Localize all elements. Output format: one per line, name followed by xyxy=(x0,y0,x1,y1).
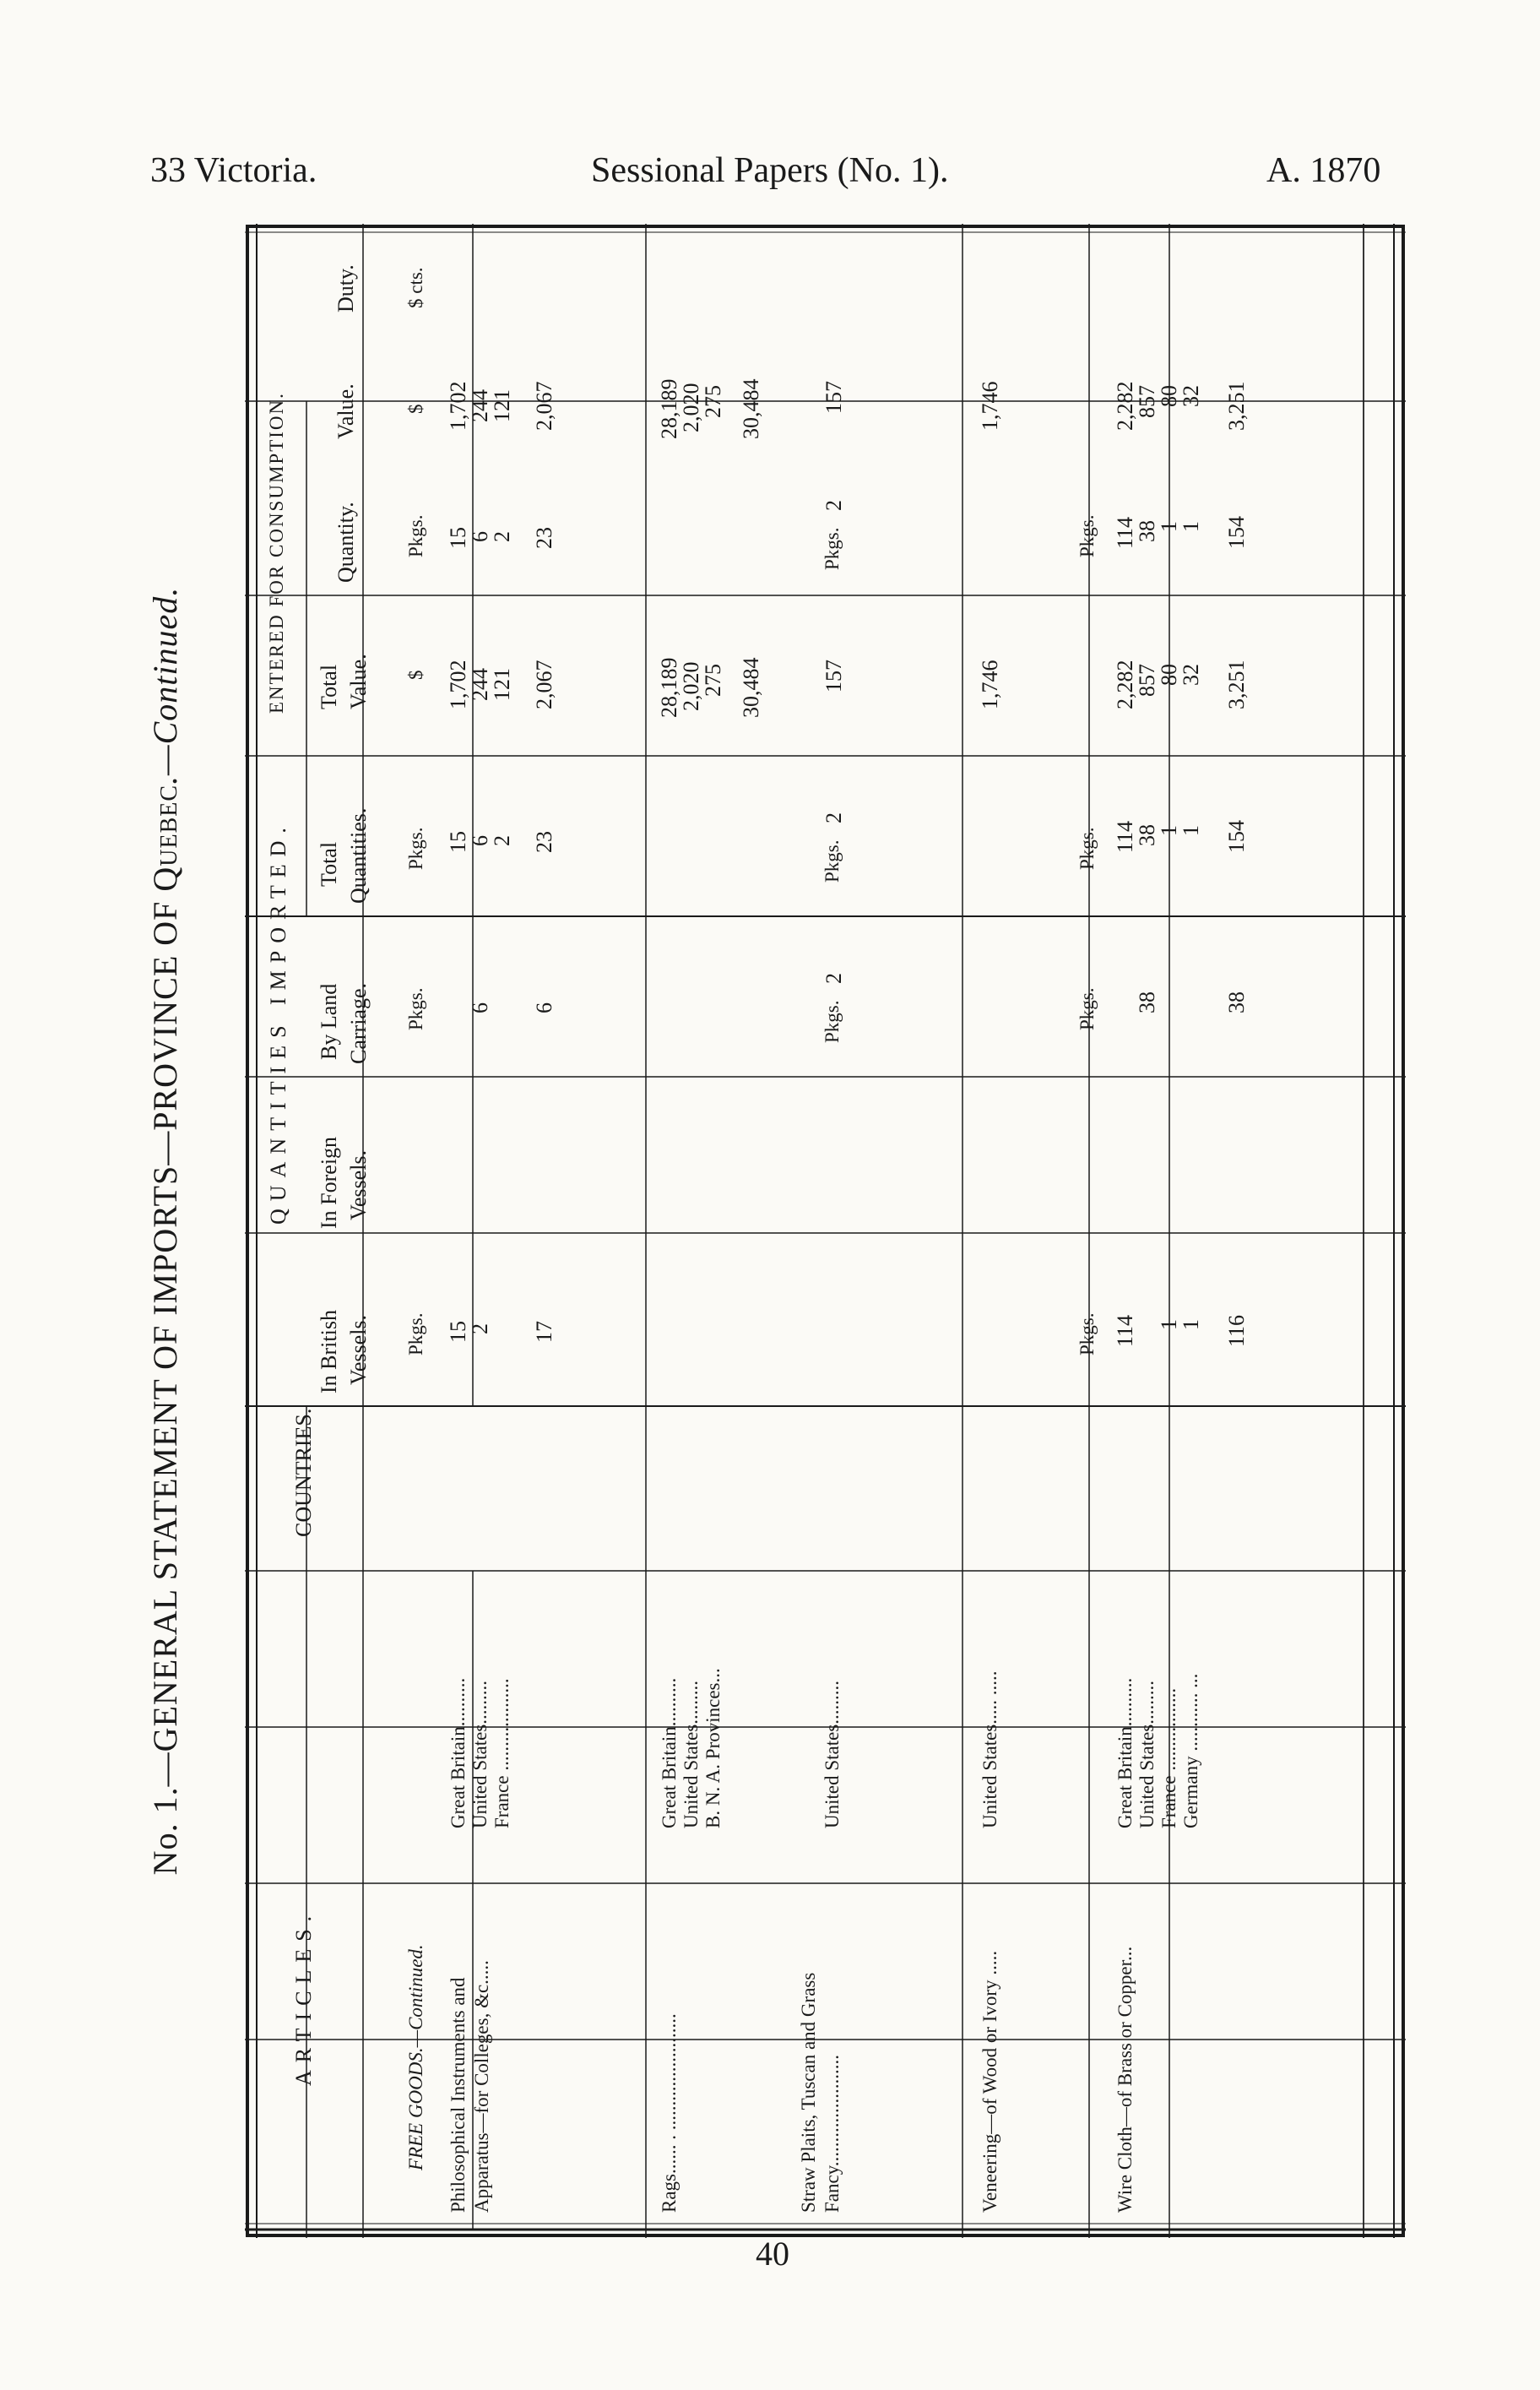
entered-value: 275 xyxy=(701,385,725,418)
subtotal-total-qty: 154 xyxy=(1224,820,1249,853)
table-title: No. 1.—GENERAL STATEMENT OF IMPORTS—PROVINCE OF Quebec.—Continued. xyxy=(146,586,184,1876)
total-qty: 6 xyxy=(468,835,492,846)
subtotal-land: 38 xyxy=(1224,991,1249,1013)
header-total-value: Total xyxy=(317,664,341,709)
total-value: 1,702 xyxy=(446,660,470,709)
article-name-line: Philosophical Instruments and xyxy=(447,1977,469,2213)
article-name-line: Fancy....................... xyxy=(822,2055,843,2213)
total-qty: 2 xyxy=(822,812,846,823)
subtotal-entered-value: 2,067 xyxy=(532,381,556,431)
subtotal-british: 116 xyxy=(1224,1314,1249,1347)
total-qty: 15 xyxy=(446,831,470,853)
unit-pkgs: Pkgs. xyxy=(1076,514,1098,557)
header-british: In British xyxy=(317,1310,341,1393)
total-value: 857 xyxy=(1135,664,1159,697)
country: United States..... ..... xyxy=(979,1670,1000,1828)
unit-pkgs: Pkgs. xyxy=(822,1000,843,1043)
land-qty: 2 xyxy=(822,973,846,984)
running-head-center: Sessional Papers (No. 1). xyxy=(591,151,949,190)
country: Great Britain.......... xyxy=(1114,1677,1136,1828)
entered-qty: 2 xyxy=(822,500,846,511)
total-value: 80 xyxy=(1157,664,1181,686)
unit-pkgs: Pkgs. xyxy=(822,527,843,570)
header-entered-for-consumption: ENTERED FOR CONSUMPTION. xyxy=(266,392,287,714)
unit-pkgs: Pkgs. xyxy=(822,839,843,883)
subtotal-total-qty: 23 xyxy=(532,831,556,853)
header-articles: ARTICLES. xyxy=(291,1908,316,2086)
british-qty: 114 xyxy=(1113,1314,1137,1347)
header-land: By Land xyxy=(317,983,341,1060)
entered-value: 1,746 xyxy=(978,381,1002,431)
section-title: FREE GOODS.—Continued. xyxy=(405,1944,426,2170)
header-total-qty-2: Quantities. xyxy=(346,807,371,904)
running-head-left: 33 Victoria. xyxy=(150,151,317,190)
unit-pkgs-entered: Pkgs. xyxy=(405,514,426,557)
total-qty: 114 xyxy=(1113,820,1137,853)
country: United States......... xyxy=(681,1680,702,1828)
country: France ................. xyxy=(1158,1687,1179,1828)
header-duty: Duty. xyxy=(333,264,358,312)
header-total-qty: Total xyxy=(317,841,341,887)
header-british-2: Vessels. xyxy=(346,1314,371,1385)
page-number: 40 xyxy=(756,2235,789,2273)
imports-table xyxy=(146,224,1406,2238)
entered-qty: 2 xyxy=(490,531,514,542)
header-total-value-2: Value. xyxy=(346,654,371,709)
total-value: 32 xyxy=(1179,664,1203,686)
entered-value: 121 xyxy=(490,389,514,422)
entered-value: 157 xyxy=(822,381,846,414)
subtotal-entered-qty: 23 xyxy=(532,527,556,549)
subtotal-total-value: 2,067 xyxy=(532,660,556,709)
british-qty: 15 xyxy=(446,1321,470,1343)
total-value: 275 xyxy=(701,664,725,697)
entered-value: 1,702 xyxy=(446,381,470,431)
unit-dollar-total: $ xyxy=(405,670,426,680)
country: Germany ............ ... xyxy=(1180,1673,1201,1828)
entered-qty: 15 xyxy=(446,527,470,549)
article-name-line: Apparatus—for Colleges, &c..... xyxy=(471,1960,492,2213)
entered-value: 2,282 xyxy=(1113,381,1137,431)
unit-dollar-cts: $ cts. xyxy=(405,267,426,308)
unit-pkgs-land: Pkgs. xyxy=(405,987,426,1030)
total-value: 2,020 xyxy=(679,661,703,711)
entered-value: 32 xyxy=(1179,385,1203,407)
header-foreign: In Foreign xyxy=(317,1136,341,1229)
british-qty: 1 xyxy=(1157,1319,1181,1330)
unit-dollar-entered: $ xyxy=(405,404,426,414)
unit-pkgs: Pkgs. xyxy=(1076,987,1098,1030)
country: Great Britain.......... xyxy=(447,1677,469,1828)
unit-pkgs: Pkgs. xyxy=(1076,1312,1098,1355)
rotated-table-body xyxy=(146,224,1406,2238)
entered-value: 28,189 xyxy=(657,378,681,439)
country: B. N. A. Provinces... xyxy=(702,1668,724,1828)
entered-qty: 114 xyxy=(1113,516,1137,549)
subtotal-british: 17 xyxy=(532,1321,556,1343)
article-name-line: Wire Cloth—of Brass or Copper... xyxy=(1114,1946,1136,2213)
total-qty: 1 xyxy=(1179,825,1203,836)
entered-qty: 38 xyxy=(1135,520,1159,542)
running-head-right: A. 1870 xyxy=(1266,151,1381,190)
land-qty: 6 xyxy=(468,1002,492,1013)
entered-value: 2,020 xyxy=(679,383,703,432)
country: Great Britain.......... xyxy=(659,1677,680,1828)
subtotal-total-value: 30,484 xyxy=(739,657,763,718)
total-value: 121 xyxy=(490,668,514,701)
header-value: Value. xyxy=(333,383,358,439)
british-qty: 1 xyxy=(1179,1319,1203,1330)
total-value: 2,282 xyxy=(1113,660,1137,709)
subtotal-land: 6 xyxy=(532,1002,556,1013)
entered-value: 244 xyxy=(468,389,492,422)
entered-value: 80 xyxy=(1157,385,1181,407)
header-quantity: Quantity. xyxy=(333,502,358,583)
land-qty: 38 xyxy=(1135,991,1159,1013)
country: United States......... xyxy=(469,1680,491,1828)
total-value: 1,746 xyxy=(978,660,1002,709)
subtotal-entered-qty: 154 xyxy=(1224,516,1249,549)
entered-qty: 6 xyxy=(468,531,492,542)
unit-pkgs-total: Pkgs. xyxy=(405,827,426,870)
subtotal-total-value: 3,251 xyxy=(1224,660,1249,709)
header-quantities-imported: QUANTITIES IMPORTED. xyxy=(266,820,290,1225)
entered-qty: 1 xyxy=(1157,521,1181,532)
unit-pkgs: Pkgs. xyxy=(1076,827,1098,870)
total-qty: 1 xyxy=(1157,825,1181,836)
header-land-2: Carriage. xyxy=(346,982,371,1064)
country: United States......... xyxy=(822,1680,843,1828)
article-name-line: Straw Plaits, Tuscan and Grass xyxy=(798,1972,819,2213)
subtotal-entered-value: 3,251 xyxy=(1224,381,1249,431)
header-foreign-2: Vessels. xyxy=(346,1149,371,1220)
country: United States......... xyxy=(1136,1680,1158,1828)
entered-qty: 1 xyxy=(1179,521,1203,532)
header-countries: COUNTRIES. xyxy=(291,1408,316,1537)
total-value: 157 xyxy=(822,660,846,693)
unit-pkgs-british: Pkgs. xyxy=(405,1312,426,1355)
article-name-line: Rags...... . ........................ xyxy=(659,2013,680,2213)
article-name-line: Veneering—of Wood or Ivory ..... xyxy=(979,1950,1000,2213)
entered-value: 857 xyxy=(1135,385,1159,418)
british-qty: 2 xyxy=(468,1323,492,1334)
subtotal-entered-value: 30,484 xyxy=(739,378,763,439)
total-value: 244 xyxy=(468,668,492,701)
total-qty: 2 xyxy=(490,835,514,846)
total-qty: 38 xyxy=(1135,824,1159,846)
country: France ................... xyxy=(491,1678,512,1828)
total-value: 28,189 xyxy=(657,657,681,718)
